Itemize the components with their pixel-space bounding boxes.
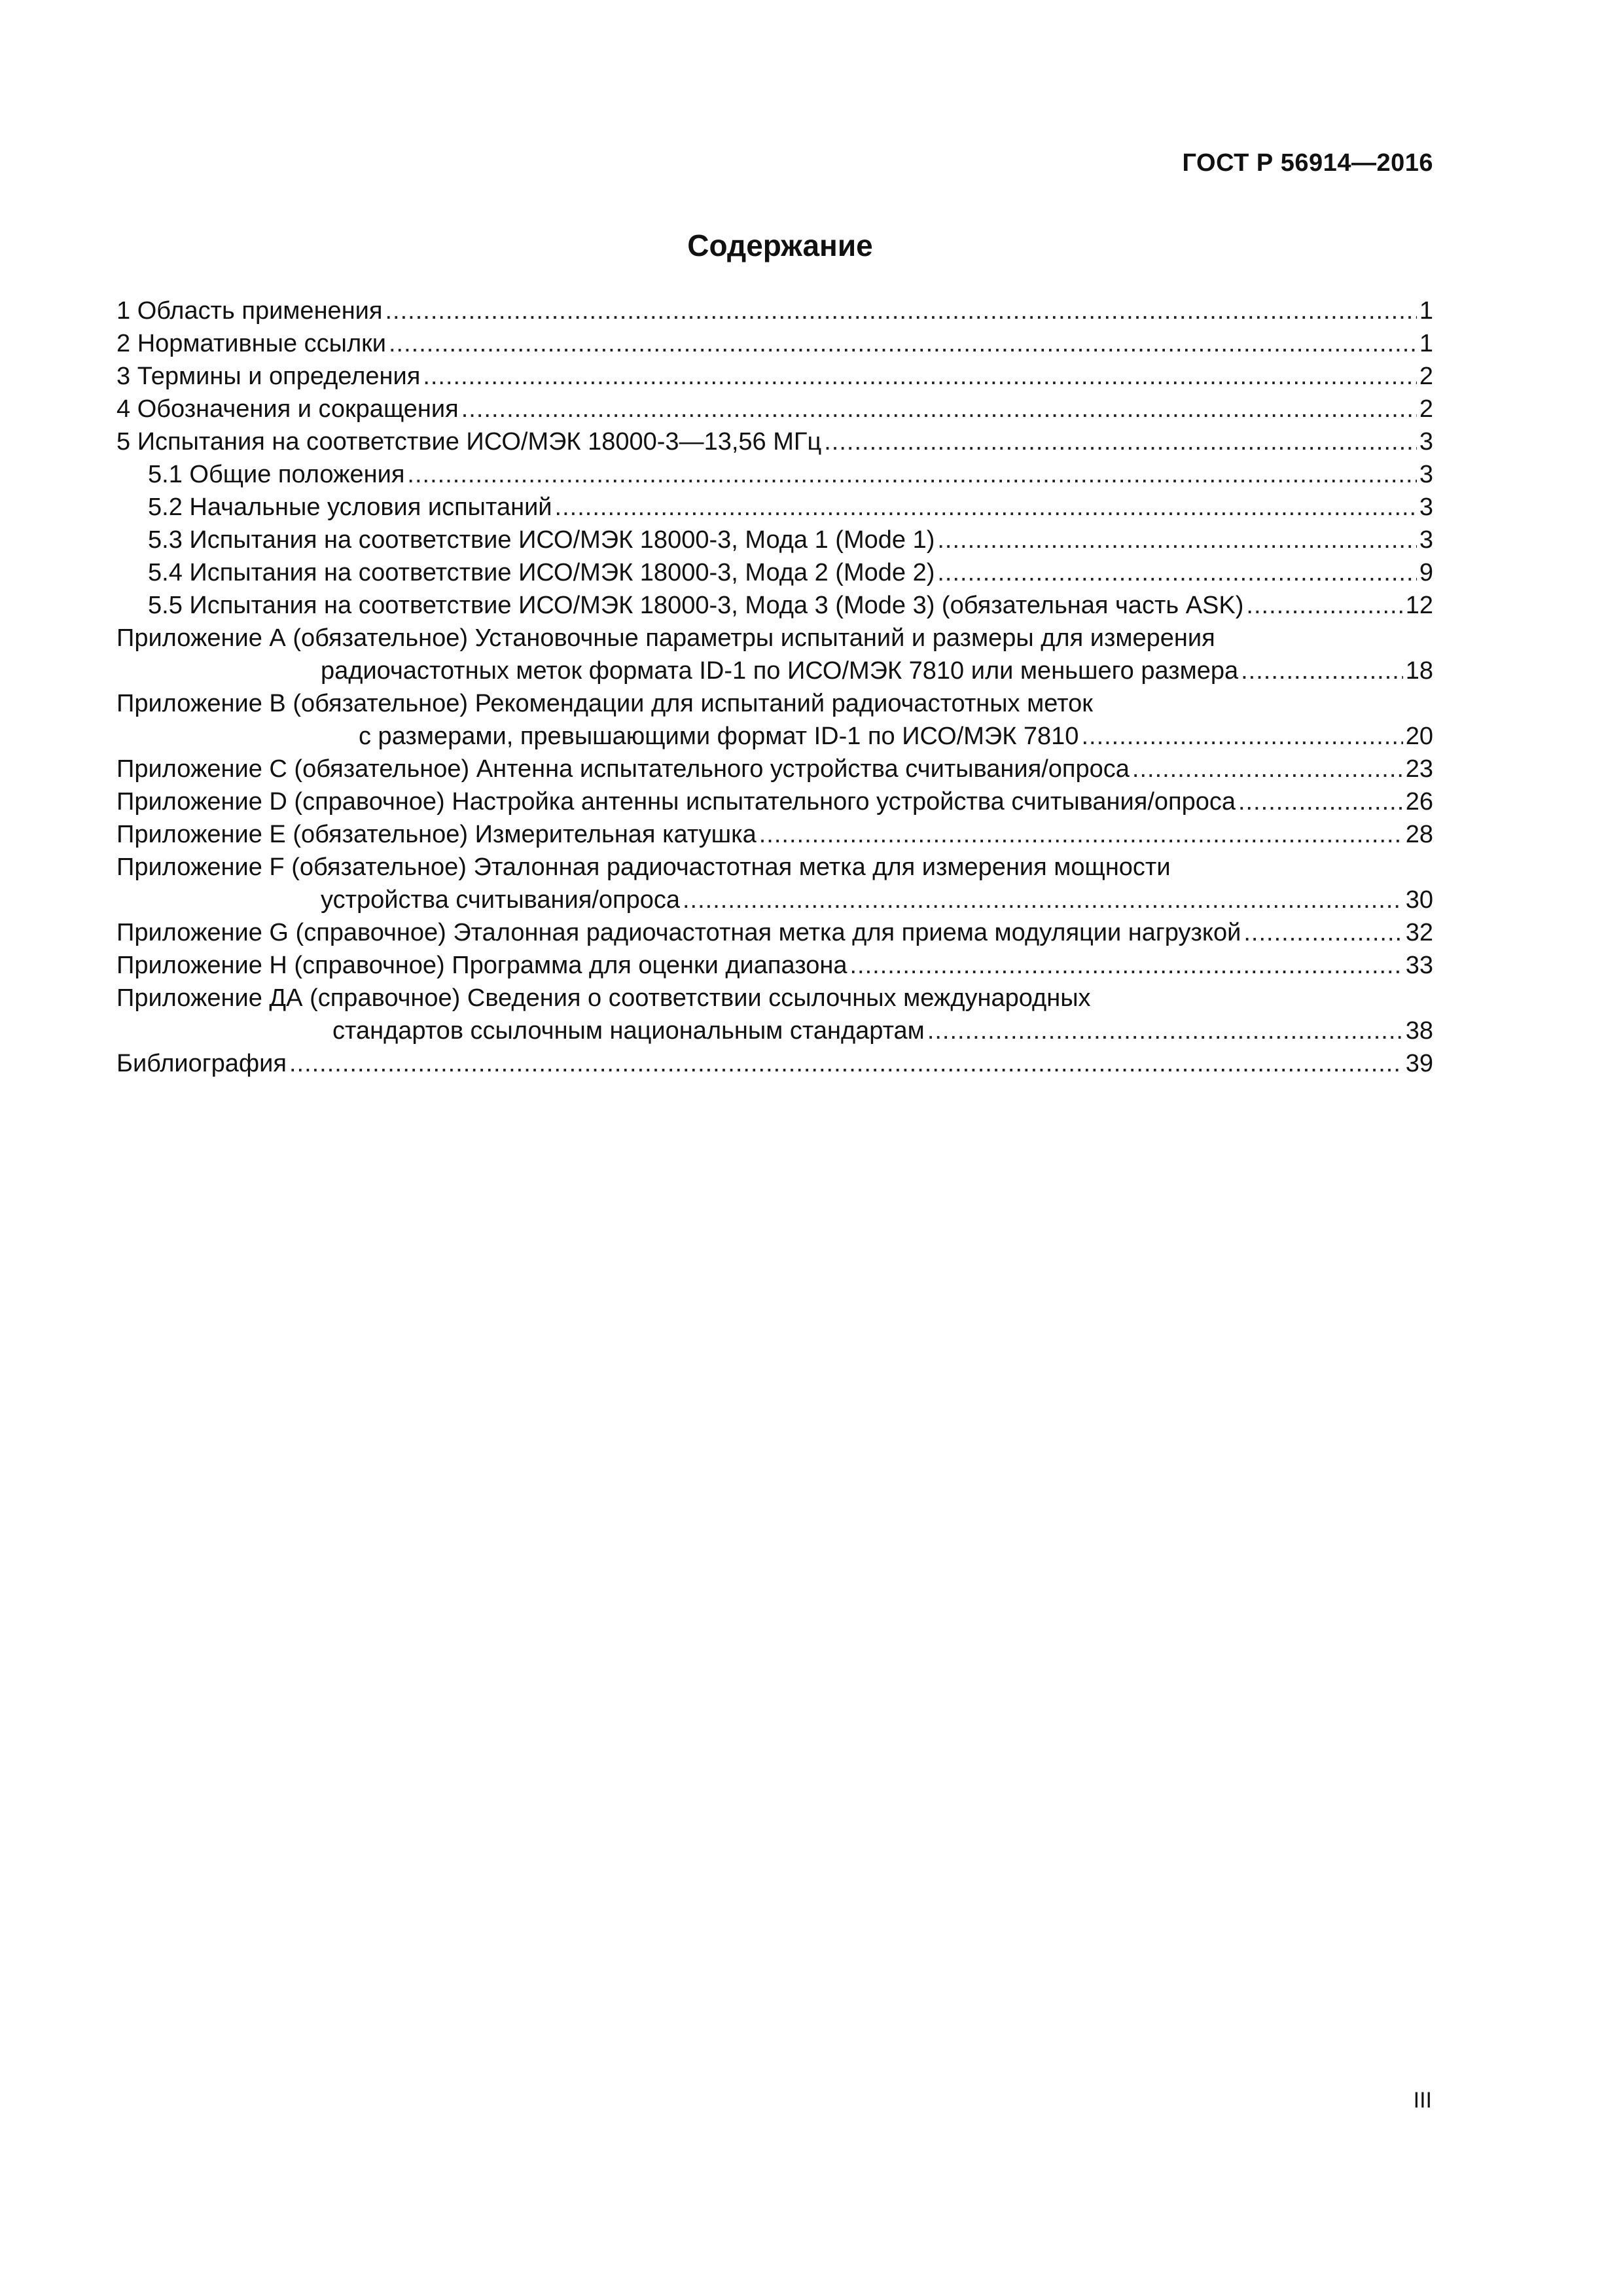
dot-leader [1132, 753, 1403, 785]
dot-leader [389, 327, 1417, 360]
dot-leader [385, 295, 1416, 327]
toc-entry[interactable] [116, 589, 1433, 622]
toc-entry-page: 3 [1419, 428, 1433, 456]
toc-entry[interactable] [116, 425, 1433, 458]
dot-leader [824, 425, 1417, 458]
dot-leader [683, 884, 1403, 916]
dot-leader [1238, 785, 1403, 818]
toc-entry[interactable] [116, 524, 1433, 556]
toc-entry-page: 32 [1405, 919, 1433, 946]
toc-entry-text: радиочастотных меток формата ID-1 по ИСО/МЭК 7810 или меньшего размера [321, 657, 1239, 685]
toc-entry-text: 5.1 Общие положения [148, 461, 405, 488]
toc-entry[interactable] [116, 753, 1433, 785]
toc-entry-text: 3 Термины и определения [116, 363, 421, 390]
toc-entry[interactable] [116, 556, 1433, 589]
toc-entry[interactable] [116, 818, 1433, 851]
toc-entry-page: 1 [1419, 330, 1433, 357]
toc-entry[interactable] [116, 851, 1433, 916]
toc-entry-page: 38 [1405, 1017, 1433, 1045]
table-of-contents [116, 295, 1433, 1080]
toc-entry-text: Приложение А (обязательное) Установочные параметры испытаний и размеры для измерения [116, 624, 1215, 652]
toc-entry[interactable] [116, 327, 1433, 360]
toc-entry[interactable] [116, 916, 1433, 949]
toc-entry[interactable] [116, 785, 1433, 818]
toc-entry[interactable] [116, 295, 1433, 327]
toc-entry-text: 2 Нормативные ссылки [116, 330, 386, 357]
toc-entry[interactable] [116, 1047, 1433, 1080]
toc-entry[interactable] [116, 982, 1433, 1047]
toc-entry-page: 28 [1405, 821, 1433, 848]
toc-entry-page: 2 [1419, 363, 1433, 390]
toc-entry-text: стандартов ссылочным национальным стандартам [332, 1017, 925, 1045]
toc-entry-page: 18 [1405, 657, 1433, 685]
toc-entry-page: 3 [1419, 526, 1433, 554]
toc-entry-text: Приложение ДА (справочное) Сведения о соответствии ссылочных международных [116, 984, 1091, 1012]
dot-leader [849, 949, 1402, 982]
toc-entry[interactable] [116, 622, 1433, 687]
dot-leader [289, 1047, 1403, 1080]
dot-leader [937, 524, 1416, 556]
toc-entry-text: 5.5 Испытания на соответствие ИСО/МЭК 18000-3, Мода 3 (Mode 3) (обязательная часть ASK) [148, 592, 1244, 619]
toc-entry-page: 30 [1405, 886, 1433, 914]
toc-entry-page: 26 [1405, 788, 1433, 816]
toc-entry-page: 33 [1405, 952, 1433, 979]
toc-entry-page: 23 [1405, 755, 1433, 783]
dot-leader [461, 393, 1417, 425]
toc-entry-text: 5.4 Испытания на соответствие ИСО/МЭК 18000-3, Мода 2 (Mode 2) [148, 559, 935, 586]
toc-entry-text: 1 Область применения [116, 297, 383, 325]
dot-leader [1081, 720, 1402, 753]
toc-title: Содержание [687, 228, 873, 262]
toc-entry-page: 20 [1405, 723, 1433, 750]
toc-entry[interactable] [116, 360, 1433, 393]
toc-entry-text: Приложение D (справочное) Настройка антенны испытательного устройства считывания/опроса [116, 788, 1236, 816]
toc-entry-page: 3 [1419, 493, 1433, 521]
dot-leader [407, 458, 1416, 491]
document-code: ГОСТ Р 56914—2016 [1182, 149, 1433, 177]
toc-entry-page: 39 [1405, 1050, 1433, 1077]
toc-entry-page: 12 [1405, 592, 1433, 619]
toc-entry-text: 5.3 Испытания на соответствие ИСО/МЭК 18000-3, Мода 1 (Mode 1) [148, 526, 935, 554]
toc-entry-text: Приложение В (обязательное) Рекомендации для испытаний радиочастотных меток [116, 690, 1093, 717]
toc-entry-text: устройства считывания/опроса [321, 886, 680, 914]
page-number: III [1413, 2088, 1432, 2113]
toc-entry[interactable] [116, 458, 1433, 491]
toc-entry-text: Приложение E (обязательное) Измерительная катушка [116, 821, 757, 848]
toc-entry-text: Приложение H (справочное) Программа для оценки диапазона [116, 952, 847, 979]
toc-entry-page: 3 [1419, 461, 1433, 488]
dot-leader [1243, 916, 1402, 949]
toc-entry-text: Библиография [116, 1050, 287, 1077]
dot-leader [759, 818, 1403, 851]
dot-leader [555, 491, 1417, 524]
toc-entry-page: 2 [1419, 395, 1433, 423]
toc-entry-text: с размерами, превышающими формат ID-1 по ИСО/МЭК 7810 [359, 723, 1079, 750]
toc-entry-text: Приложение С (обязательное) Антенна испытательного устройства считывания/опроса [116, 755, 1130, 783]
toc-entry-text: 5 Испытания на соответствие ИСО/МЭК 18000-3—13,56 МГц [116, 428, 822, 456]
dot-leader [1246, 589, 1402, 622]
toc-entry[interactable] [116, 393, 1433, 425]
dot-leader [937, 556, 1416, 589]
dot-leader [423, 360, 1417, 393]
dot-leader [1241, 655, 1403, 687]
toc-entry-page: 1 [1419, 297, 1433, 325]
toc-entry-text: 5.2 Начальные условия испытаний [148, 493, 552, 521]
toc-entry[interactable] [116, 491, 1433, 524]
toc-entry-text: Приложение G (справочное) Эталонная радиочастотная метка для приема модуляции нагрузкой [116, 919, 1241, 946]
toc-entry[interactable] [116, 949, 1433, 982]
toc-entry-text: Приложение F (обязательное) Эталонная радиочастотная метка для измерения мощности [116, 853, 1171, 881]
toc-entry-text: 4 Обозначения и сокращения [116, 395, 459, 423]
dot-leader [927, 1014, 1403, 1047]
toc-entry-page: 9 [1419, 559, 1433, 586]
toc-entry[interactable] [116, 687, 1433, 753]
